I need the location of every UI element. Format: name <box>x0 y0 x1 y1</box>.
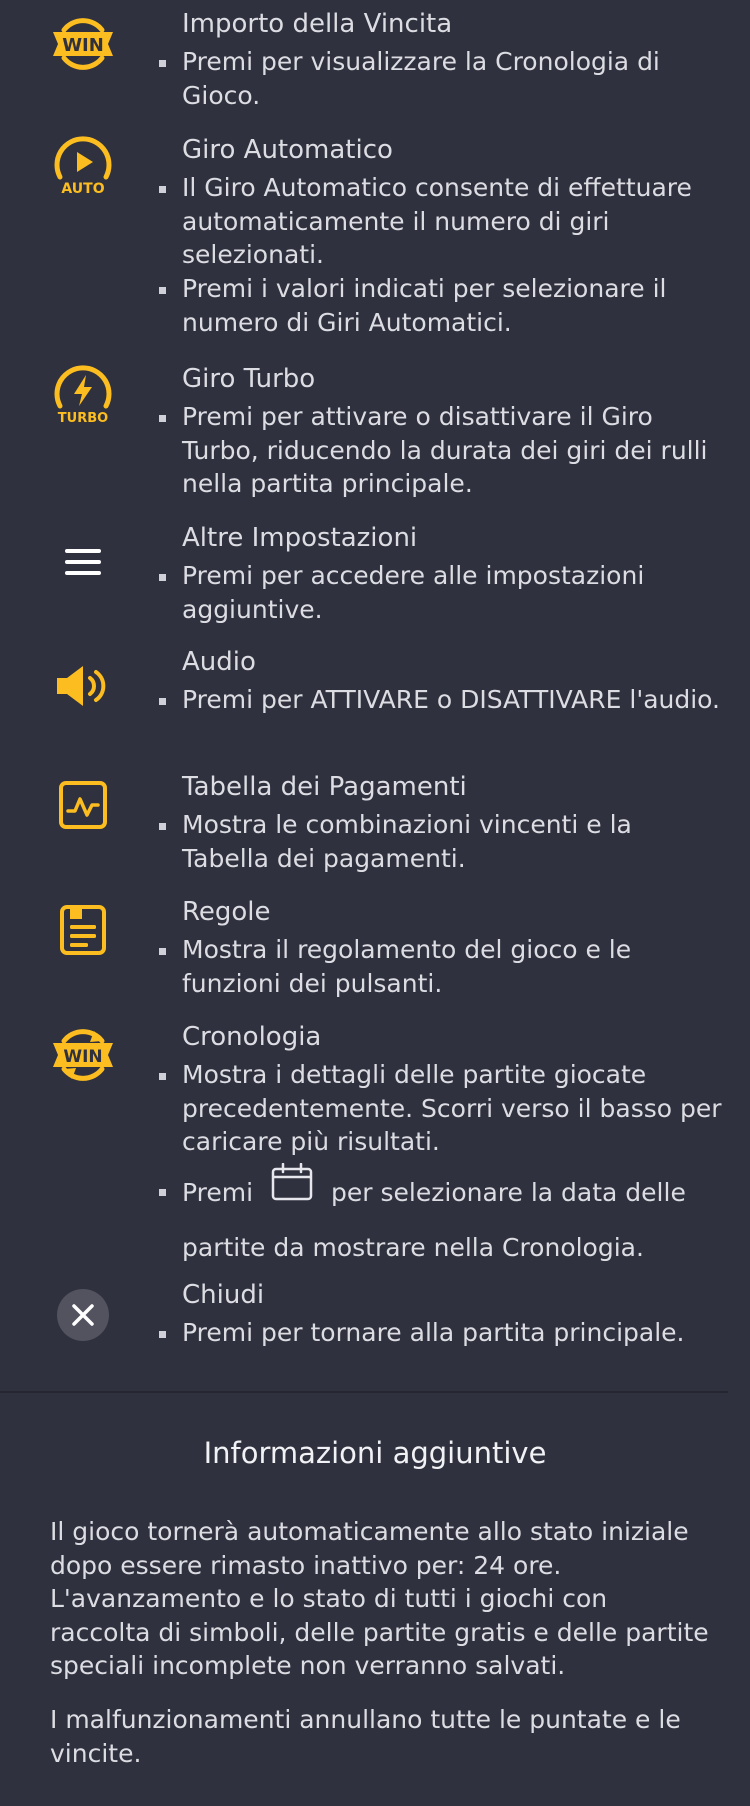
win-amount-icon <box>50 11 116 77</box>
feature-bullet: Mostra il regolamento del gioco e le funzioni dei pulsanti. <box>182 933 722 1000</box>
calendar-bullet-after: per selezionare la data delle partite da mostrare nella Cronologia. <box>182 1178 686 1262</box>
feature-bullet: Mostra i dettagli delle partite giocate precedentemente. Scorri verso il basso per caricare più risultati. <box>182 1058 722 1159</box>
turbo-spin-icon-label: TURBO <box>57 411 109 426</box>
auto-spin-icon-label: AUTO <box>61 181 105 197</box>
history-icon-label: WIN <box>63 1047 103 1067</box>
section-divider <box>0 1391 728 1393</box>
additional-info-paragraph: Il gioco tornerà automaticamente allo stato iniziale dopo essere rimasto inattivo per: 24 ore. L'avanzamento e lo stato di tutti i giochi con raccolta di simboli, delle partite gratis e delle partite speciali incomplete non verranno salvati. <box>50 1517 709 1680</box>
feature-title: Giro Automatico <box>182 135 393 165</box>
auto-spin-icon <box>50 133 116 199</box>
additional-info-paragraph: I malfunzionamenti annullano tutte le puntate e le vincite. <box>50 1705 681 1768</box>
menu-icon <box>50 529 116 595</box>
speaker-icon <box>50 653 116 719</box>
feature-bullet: Premi per tornare alla partita principale. <box>182 1316 722 1350</box>
feature-bullet: Premi per accedere alle impostazioni aggiuntive. <box>182 559 722 626</box>
feature-title: Cronologia <box>182 1022 322 1052</box>
feature-title: Chiudi <box>182 1280 265 1310</box>
paytable-icon <box>50 772 116 838</box>
feature-title: Importo della Vincita <box>182 9 453 39</box>
calendar-bullet-before: Premi <box>182 1178 254 1207</box>
feature-bullet: Mostra le combinazioni vincenti e la Tabella dei pagamenti. <box>182 808 722 875</box>
win-amount-icon-label: WIN <box>62 35 104 56</box>
feature-title: Altre Impostazioni <box>182 523 418 553</box>
history-icon <box>50 1022 116 1088</box>
close-icon <box>50 1282 116 1348</box>
calendar-icon <box>271 1163 313 1219</box>
turbo-spin-icon <box>50 362 116 428</box>
rules-icon <box>50 897 116 963</box>
feature-title: Audio <box>182 647 256 677</box>
feature-title: Regole <box>182 897 271 927</box>
feature-bullet: Premi i valori indicati per selezionare il numero di Giri Automatici. <box>182 272 722 339</box>
calendar-bullet <box>182 1166 722 1274</box>
additional-info-title: Informazioni aggiuntive <box>203 1436 547 1470</box>
feature-bullet: Premi per ATTIVARE o DISATTIVARE l'audio. <box>182 683 722 717</box>
feature-title: Tabella dei Pagamenti <box>182 772 467 802</box>
feature-bullet: Il Giro Automatico consente di effettuare automaticamente il numero di giri selezionati. <box>182 171 722 272</box>
feature-title: Giro Turbo <box>182 364 316 394</box>
feature-bullet: Premi per visualizzare la Cronologia di Gioco. <box>182 45 722 112</box>
feature-bullet: Premi per attivare o disattivare il Giro Turbo, riducendo la durata dei giri dei rulli nella partita principale. <box>182 400 722 501</box>
